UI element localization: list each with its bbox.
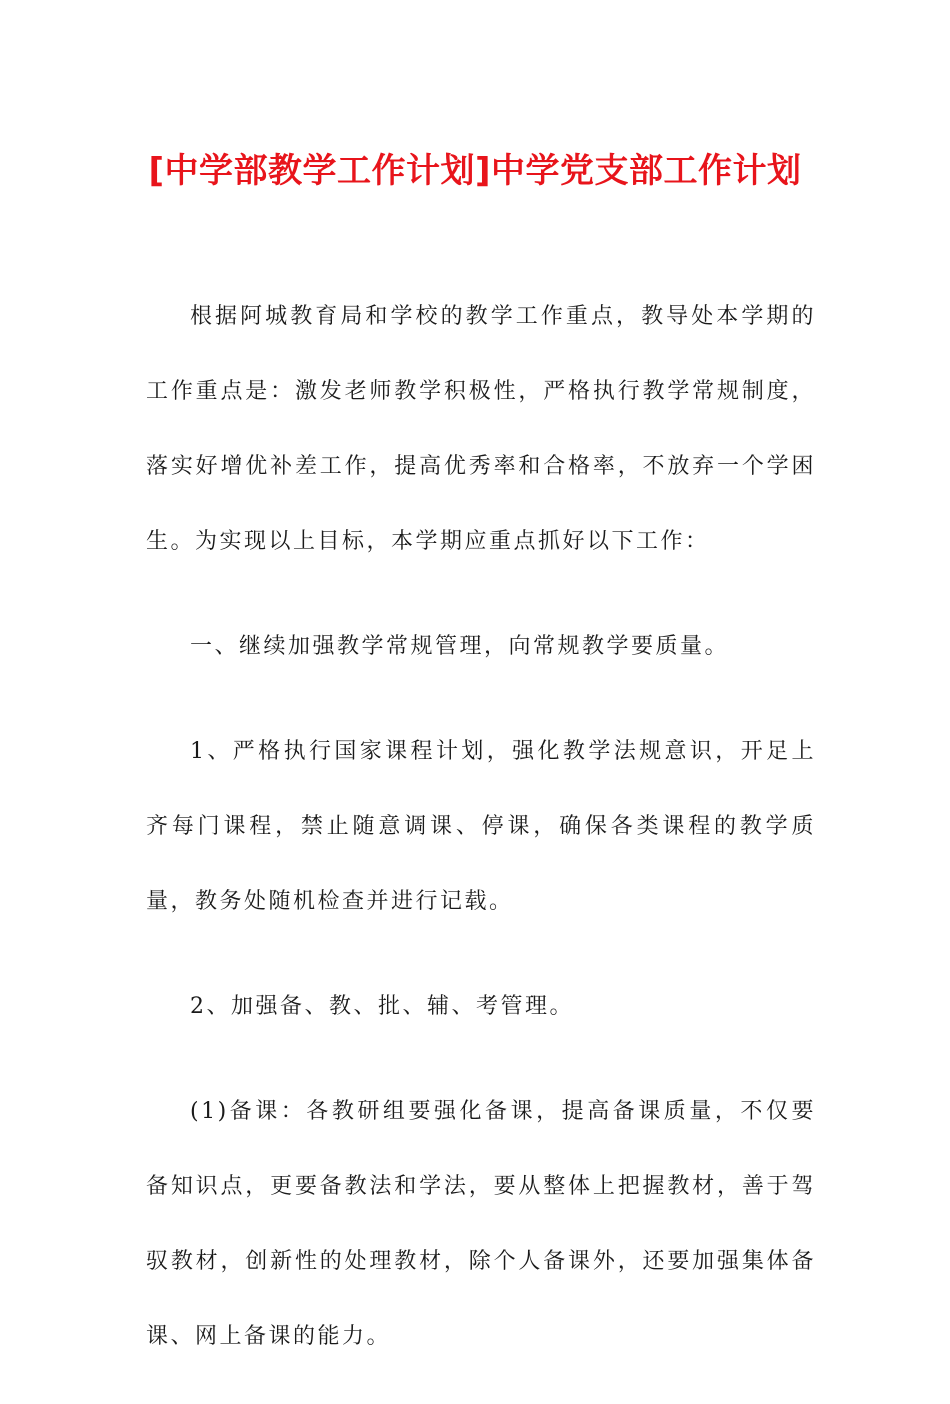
paragraph-section-1-heading: 一、继续加强教学常规管理，向常规教学要质量。	[190, 634, 730, 659]
paragraph-lesson-prep: (1)备课：各教研组要强化备课，提高备课质量，不仅要备知识点，更要备教法和学法，要从整体上把握教材，善于驾驭教材，创新性的处理教材，除个人备课外，还要加强集体备课、网上备课的能力。	[146, 1099, 816, 1349]
document-title: [中学部教学工作计划]中学党支部工作计划	[148, 151, 802, 191]
paragraph-item-1: 1、严格执行国家课程计划，强化教学法规意识，开足上齐每门课程，禁止随意调课、停课，确保各类课程的教学质量，教务处随机检查并进行记载。	[146, 739, 816, 914]
document-body	[146, 279, 816, 1404]
paragraph-item-2: 2、加强备、教、批、辅、考管理。	[190, 994, 574, 1019]
paragraph-intro: 根据阿城教育局和学校的教学工作重点，教导处本学期的工作重点是：激发老师教学积极性，严格执行教学常规制度，落实好增优补差工作，提高优秀率和合格率，不放弃一个学困生。为实现以上目标，本学期应重点抓好以下工作：	[146, 304, 816, 554]
